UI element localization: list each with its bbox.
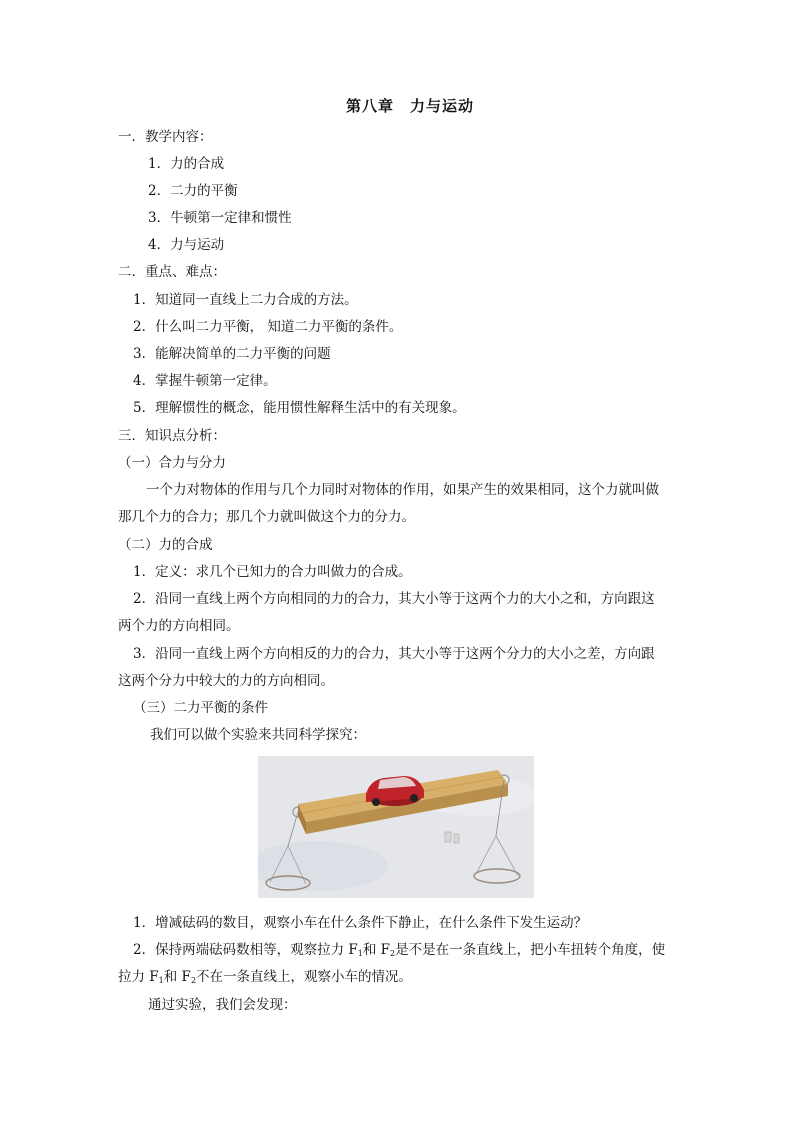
list-item: 3．牛顿第一定律和惯性 (148, 210, 292, 226)
subsection-heading: （二）力的合成 (118, 537, 213, 553)
weight-block (454, 834, 459, 843)
list-item: 4．力与运动 (148, 237, 225, 253)
list-item: 3．能解决简单的二力平衡的问题 (133, 346, 331, 362)
list-item: 2．二力的平衡 (148, 183, 238, 199)
section-2-heading: 二．重点、难点： (118, 264, 226, 280)
question-2-line-1: 2．保持两端砝码数相等，观察拉力 $F_1$和 $F_2$是不是在一条直线上，把小车扭转个角度，使 (133, 942, 666, 958)
list-item: 2．沿同一直线上两个方向相同的力的合力，其大小等于这两个力的大小之和，方向跟这 (133, 591, 655, 607)
question-2-line-2: 拉力 $F_1$和 $F_2$不在一条直线上，观察小车的情况。 (118, 969, 413, 985)
paragraph-line: 那几个力的合力；那几个力就叫做这个力的分力。 (118, 509, 415, 525)
list-item: 1．定义：求几个已知力的合力叫做力的合成。 (133, 564, 412, 580)
paragraph-line: 一个力对物体的作用与几个力同时对物体的作用，如果产生的效果相同，这个力就叫做 (146, 482, 659, 498)
list-item: 1．知道同一直线上二力合成的方法。 (133, 292, 358, 308)
question-1: 1．增减砝码的数目，观察小车在什么条件下静止，在什么条件下发生运动？ (133, 915, 588, 931)
list-item-continuation: 两个力的方向相同。 (118, 618, 240, 634)
list-item: 5．理解惯性的概念，能用惯性解释生活中的有关现象。 (133, 400, 466, 416)
experiment-photo (258, 756, 534, 898)
subsection-heading: （一）合力与分力 (118, 455, 226, 471)
weight-block (445, 832, 451, 842)
list-item-continuation: 这两个分力中较大的力的方向相同。 (118, 673, 334, 689)
list-item: 3．沿同一直线上两个方向相反的力的合力，其大小等于这两个分力的大小之差，方向跟 (133, 646, 655, 662)
list-item: 4．掌握牛顿第一定律。 (133, 373, 277, 389)
list-item: 2．什么叫二力平衡， 知道二力平衡的条件。 (133, 319, 403, 335)
subsection-heading: （三）二力平衡的条件 (133, 700, 268, 716)
paragraph-line: 我们可以做个实验来共同科学探究： (150, 727, 366, 743)
page-title: 第八章 力与运动 (345, 97, 474, 115)
section-1-heading: 一．教学内容： (118, 129, 213, 145)
conclusion-line: 通过实验，我们会发现： (148, 997, 297, 1013)
list-item: 1．力的合成 (148, 156, 225, 172)
section-3-heading: 三．知识点分析： (118, 428, 226, 444)
